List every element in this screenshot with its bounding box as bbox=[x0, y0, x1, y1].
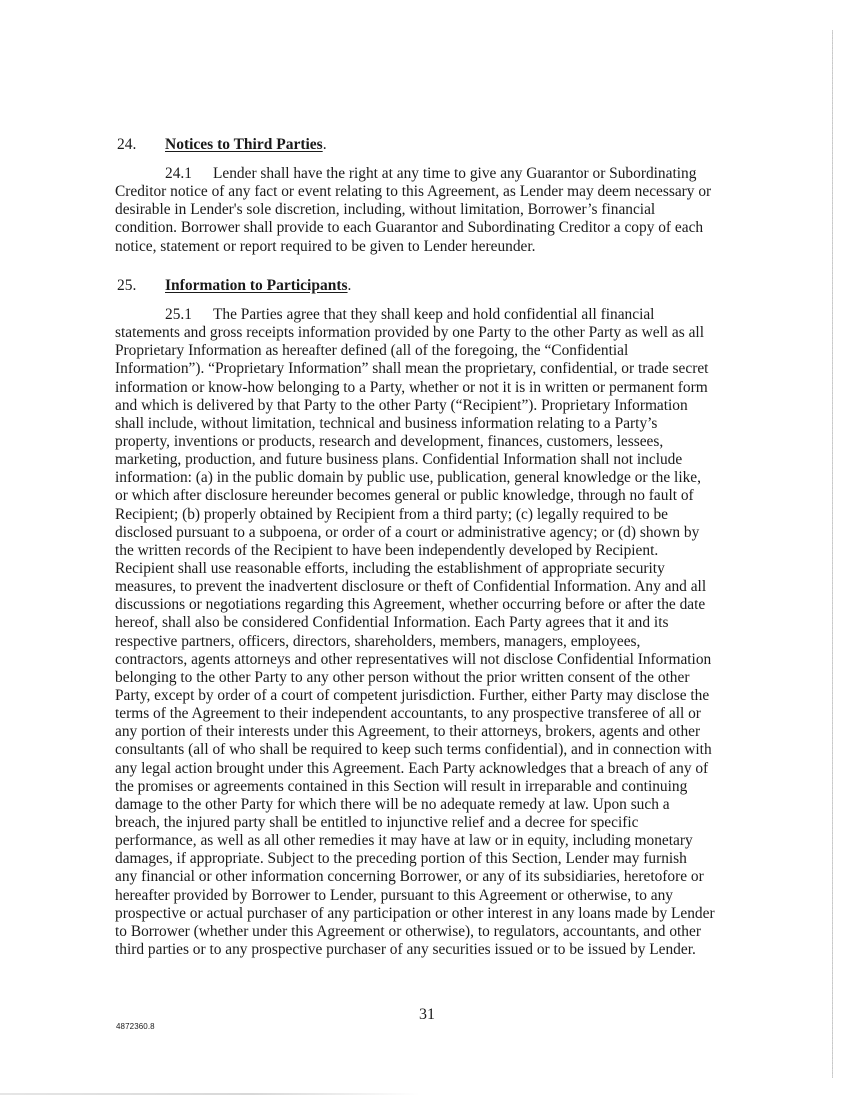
document-id: 4872360.8 bbox=[116, 1022, 155, 1031]
paragraph-line bbox=[115, 506, 740, 524]
line-text: Recipient; (b) properly obtained by Recipient from a third party; (c) legally required to be bbox=[115, 505, 669, 523]
paragraph-line bbox=[115, 360, 740, 378]
scan-bottom-shadow bbox=[0, 1093, 420, 1095]
paragraph-line bbox=[115, 887, 740, 905]
paragraph-line bbox=[115, 760, 740, 778]
line-text: respective partners, officers, directors, shareholders, members, managers, employees, bbox=[115, 632, 641, 650]
line-text: the promises or agreements contained in this Section will result in irreparable and continuing bbox=[115, 777, 688, 795]
line-text: statements and gross receipts information provided by one Party to the other Party as well as all bbox=[115, 324, 704, 342]
line-text: damages, if appropriate. Subject to the preceding portion of this Section, Lender may furnish bbox=[115, 850, 687, 868]
paragraph-line bbox=[115, 324, 740, 342]
paragraph-line bbox=[115, 560, 740, 578]
paragraph-line bbox=[115, 524, 740, 542]
line-text: consultants (all of who shall be required to keep such terms confidential), and in connection with bbox=[115, 741, 712, 759]
paragraph-line bbox=[115, 219, 740, 237]
paragraph-line bbox=[115, 905, 740, 923]
paragraph-line bbox=[115, 469, 740, 487]
line-text: discussions or negotiations regarding this Agreement, whether occurring before or after the date bbox=[115, 596, 706, 614]
paragraph-line bbox=[115, 741, 740, 759]
subsection-number: 25.1 bbox=[165, 306, 192, 323]
paragraph-line bbox=[115, 796, 740, 814]
line-text: measures, to prevent the inadvertent disclosure or theft of Confidential Information. Any and all bbox=[115, 578, 707, 596]
paragraph-line bbox=[115, 651, 740, 669]
paragraph-line bbox=[115, 941, 740, 959]
paragraph-line bbox=[115, 868, 740, 886]
line-text: property, inventions or products, research and development, finances, customers, lessees, bbox=[115, 432, 664, 450]
line-text: terms of the Agreement to their independent accountants, to any prospective transferee of all or bbox=[115, 705, 701, 723]
subsection-number: 24.1 bbox=[165, 165, 192, 182]
line-text: any portion of their interests under this Agreement, to their attorneys, brokers, agents and other bbox=[115, 723, 701, 741]
line-text: Creditor notice of any fact or event relating to this Agreement, as Lender may deem necessary or bbox=[115, 183, 712, 201]
paragraph-line bbox=[115, 814, 740, 832]
line-text: Information”). “Proprietary Information” shall mean the proprietary, confidential, or trade secret bbox=[115, 360, 709, 378]
paragraph-line bbox=[115, 433, 740, 451]
line-text: Lender shall have the right at any time to give any Guarantor or Subordinating bbox=[213, 165, 697, 182]
section-24-1-paragraph bbox=[115, 165, 740, 256]
line-text: damage to the other Party for which there will be no adequate remedy at law. Upon such a bbox=[115, 795, 670, 813]
line-text: and which is delivered by that Party to the other Party (“Recipient”). Proprietary Information bbox=[115, 396, 688, 414]
line-text: information: (a) in the public domain by public use, publication, general knowledge or the like, bbox=[115, 469, 701, 487]
paragraph-line bbox=[115, 687, 740, 705]
paragraph-line bbox=[115, 451, 740, 469]
line-text: Proprietary Information as hereafter defined (all of the foregoing, the “Confidential bbox=[115, 342, 629, 360]
paragraph-line bbox=[115, 165, 740, 183]
line-text: notice, statement or report required to be given to Lender hereunder. bbox=[115, 237, 536, 255]
paragraph-line bbox=[115, 542, 740, 560]
section-title: Information to Participants bbox=[165, 277, 348, 294]
line-text: condition. Borrower shall provide to each Guarantor and Subordinating Creditor a copy of each bbox=[115, 219, 704, 237]
section-number: 25. bbox=[117, 277, 137, 294]
line-text: information or know-how belonging to a Party, whether or not it is in written or permanent form bbox=[115, 378, 708, 396]
scan-edge-line bbox=[832, 30, 833, 1078]
section-title-suffix: . bbox=[347, 277, 352, 294]
paragraph-line bbox=[115, 415, 740, 433]
section-25-heading bbox=[117, 277, 351, 295]
section-25-1-paragraph bbox=[115, 306, 740, 959]
paragraph-line bbox=[115, 778, 740, 796]
line-text: or which after disclosure hereunder becomes general or public knowledge, through no fault of bbox=[115, 487, 694, 505]
line-text: The Parties agree that they shall keep and hold confidential all financial bbox=[213, 306, 655, 323]
paragraph-line bbox=[115, 596, 740, 614]
page-number: 31 bbox=[419, 1006, 435, 1023]
section-title-suffix: . bbox=[322, 136, 327, 153]
paragraph-line bbox=[115, 850, 740, 868]
section-number: 24. bbox=[117, 136, 137, 153]
paragraph-line bbox=[115, 578, 740, 596]
paragraph-line bbox=[115, 832, 740, 850]
paragraph-line bbox=[115, 614, 740, 632]
line-text: hereof, shall also be considered Confidential Information. Each Party agrees that it and its bbox=[115, 614, 669, 632]
line-text: performance, as well as all other remedies it may have at law or in equity, including monetary bbox=[115, 832, 693, 850]
line-text: disclosed pursuant to a subpoena, or order of a court or administrative agency; or (d) shown by bbox=[115, 523, 700, 541]
line-text: to Borrower (whether under this Agreement or otherwise), to regulators, accountants, and other bbox=[115, 922, 701, 940]
line-text: any financial or other information concerning Borrower, or any of its subsidiaries, heretofore or bbox=[115, 868, 704, 886]
section-title: Notices to Third Parties bbox=[165, 136, 323, 153]
paragraph-line bbox=[115, 238, 740, 256]
line-text: hereafter provided by Borrower to Lender, pursuant to this Agreement or otherwise, to any bbox=[115, 886, 673, 904]
line-text: Recipient shall use reasonable efforts, including the establishment of appropriate security bbox=[115, 559, 665, 577]
line-text: prospective or actual purchaser of any participation or other interest in any loans made by Lender bbox=[115, 904, 715, 922]
paragraph-line bbox=[115, 923, 740, 941]
line-text: desirable in Lender's sole discretion, including, without limitation, Borrower’s financial bbox=[115, 201, 656, 219]
paragraph-line bbox=[115, 633, 740, 651]
paragraph-line bbox=[115, 379, 740, 397]
paragraph-line bbox=[115, 705, 740, 723]
line-text: the written records of the Recipient to have been independently developed by Recipient. bbox=[115, 541, 659, 559]
paragraph-line bbox=[115, 183, 740, 201]
paragraph-line bbox=[115, 487, 740, 505]
line-text: breach, the injured party shall be entitled to injunctive relief and a decree for specific bbox=[115, 813, 639, 831]
paragraph-line bbox=[115, 342, 740, 360]
line-text: any legal action brought under this Agreement. Each Party acknowledges that a breach of any of bbox=[115, 759, 709, 777]
line-text: contractors, agents attorneys and other representatives will not disclose Confidential Information bbox=[115, 650, 712, 668]
paragraph-line bbox=[115, 397, 740, 415]
line-text: Party, except by order of a court of competent jurisdiction. Further, either Party may disclose the bbox=[115, 686, 710, 704]
line-text: marketing, production, and future business plans. Confidential Information shall not include bbox=[115, 451, 683, 469]
line-text: shall include, without limitation, technical and business information relating to a Party’s bbox=[115, 414, 658, 432]
paragraph-line bbox=[115, 669, 740, 687]
paragraph-line bbox=[115, 306, 740, 324]
paragraph-line bbox=[115, 201, 740, 219]
paragraph-line bbox=[115, 723, 740, 741]
section-24-heading bbox=[117, 136, 327, 154]
line-text: third parties or to any prospective purchaser of any securities issued or to be issued by Lender. bbox=[115, 940, 696, 958]
line-text: belonging to the other Party to any other person without the prior written consent of the other bbox=[115, 668, 690, 686]
